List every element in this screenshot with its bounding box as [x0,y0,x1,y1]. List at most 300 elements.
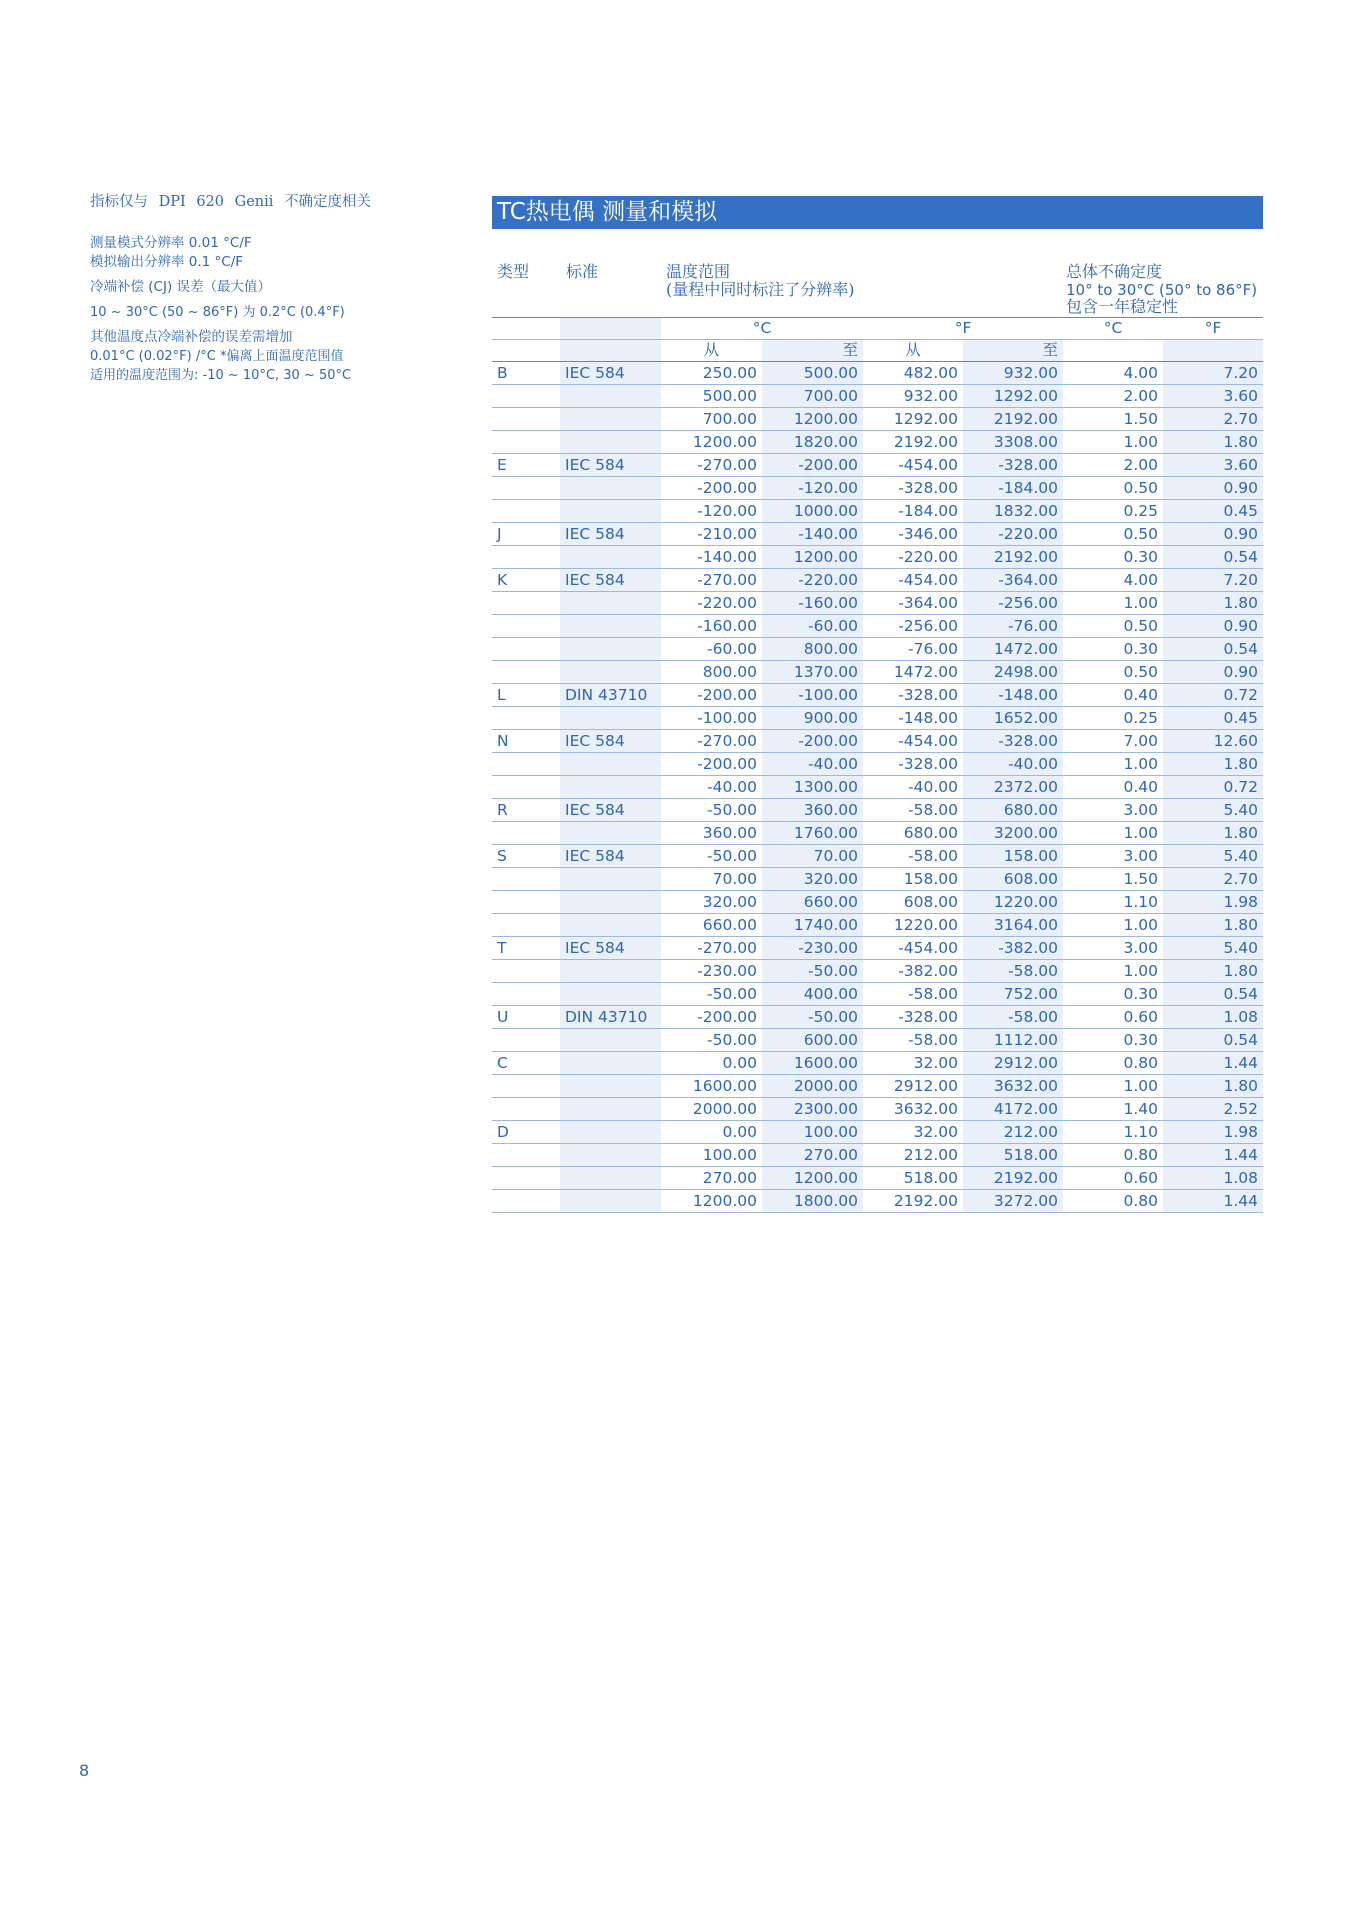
cell-c-from: -60.00 [661,638,762,661]
cell-unc-c: 7.00 [1063,730,1163,753]
cell-f-to: 608.00 [963,868,1063,891]
cell-unc-f: 7.20 [1163,362,1263,385]
cell-unc-f: 0.54 [1163,638,1263,661]
table-row [492,1144,1263,1167]
cell-standard: DIN 43710 [560,684,661,707]
unit-fahrenheit: °F [863,318,1063,340]
page-number: 8 [79,1761,90,1780]
cell-unc-c: 4.00 [1063,569,1163,592]
cell-standard [560,776,661,799]
cell-f-from: -454.00 [863,937,963,960]
table-row [492,408,1263,431]
table-row [492,822,1263,845]
cell-f-to: -256.00 [963,592,1063,615]
cell-unc-f: 1.98 [1163,891,1263,914]
cell-unc-f: 1.80 [1163,592,1263,615]
cell-type [492,914,560,937]
from-to-row [492,340,1263,362]
cell-f-to: 3308.00 [963,431,1063,454]
cell-f-to: 158.00 [963,845,1063,868]
cell-type [492,408,560,431]
cell-unc-f: 1.44 [1163,1144,1263,1167]
cell-c-to: -220.00 [762,569,863,592]
cell-c-from: 100.00 [661,1144,762,1167]
cell-unc-f: 0.72 [1163,776,1263,799]
cell-f-from: 1472.00 [863,661,963,684]
cell-unc-c: 0.80 [1063,1052,1163,1075]
cell-c-to: 70.00 [762,845,863,868]
cell-standard [560,707,661,730]
cell-unc-f: 0.54 [1163,546,1263,569]
cell-c-from: 270.00 [661,1167,762,1190]
cell-f-from: -364.00 [863,592,963,615]
cell-f-to: 2372.00 [963,776,1063,799]
cell-unc-c: 1.00 [1063,431,1163,454]
cell-type: D [492,1121,560,1144]
cell-type: U [492,1006,560,1029]
cell-c-from: 0.00 [661,1121,762,1144]
cell-f-from: 932.00 [863,385,963,408]
cell-f-to: 3164.00 [963,914,1063,937]
cell-type: R [492,799,560,822]
cell-c-from: 360.00 [661,822,762,845]
cell-unc-c: 0.50 [1063,523,1163,546]
unit-unc-fahrenheit: °F [1163,318,1263,340]
cell-standard [560,592,661,615]
cell-standard [560,891,661,914]
cell-c-to: -230.00 [762,937,863,960]
table-row [492,1167,1263,1190]
cell-unc-c: 0.40 [1063,776,1163,799]
cell-c-to: 1300.00 [762,776,863,799]
cell-unc-c: 0.25 [1063,500,1163,523]
cell-c-from: 800.00 [661,661,762,684]
cell-c-from: 0.00 [661,1052,762,1075]
table-row [492,546,1263,569]
cell-c-from: -120.00 [661,500,762,523]
cell-type [492,385,560,408]
cell-c-to: -160.00 [762,592,863,615]
cell-unc-f: 1.80 [1163,431,1263,454]
table-row [492,477,1263,500]
cell-unc-f: 0.90 [1163,615,1263,638]
cell-unc-f: 2.70 [1163,408,1263,431]
cell-unc-f: 0.72 [1163,684,1263,707]
cell-standard: IEC 584 [560,569,661,592]
cell-unc-c: 0.50 [1063,661,1163,684]
cell-c-to: 660.00 [762,891,863,914]
cell-f-to: 2498.00 [963,661,1063,684]
cell-standard [560,1098,661,1121]
cell-standard [560,408,661,431]
cell-type: K [492,569,560,592]
cell-type [492,822,560,845]
cell-f-to: -40.00 [963,753,1063,776]
cell-unc-c: 2.00 [1063,454,1163,477]
sub-to-c: 至 [762,340,863,362]
cell-f-to: 2912.00 [963,1052,1063,1075]
cell-f-to: 1832.00 [963,500,1063,523]
cell-f-from: -454.00 [863,569,963,592]
cell-unc-c: 2.00 [1063,385,1163,408]
table-row [492,960,1263,983]
cell-c-to: 320.00 [762,868,863,891]
cell-type [492,546,560,569]
cell-standard [560,1144,661,1167]
cell-f-to: 3200.00 [963,822,1063,845]
table-row [492,1121,1263,1144]
note-line: 10 ~ 30°C (50 ~ 86°F) 为 0.2°C (0.4°F) [90,305,345,320]
table-row [492,1029,1263,1052]
cell-f-from: 32.00 [863,1121,963,1144]
cell-standard [560,914,661,937]
cell-c-to: 1000.00 [762,500,863,523]
cell-unc-c: 1.00 [1063,592,1163,615]
table-row [492,1190,1263,1213]
cell-f-from: 680.00 [863,822,963,845]
cell-unc-c: 4.00 [1063,362,1163,385]
cell-f-from: -328.00 [863,753,963,776]
cell-f-from: 2192.00 [863,431,963,454]
table-row [492,914,1263,937]
cell-f-to: 3632.00 [963,1075,1063,1098]
cell-unc-c: 1.10 [1063,891,1163,914]
cell-standard [560,661,661,684]
cell-f-from: -454.00 [863,730,963,753]
cell-c-from: -210.00 [661,523,762,546]
cell-f-from: -58.00 [863,1029,963,1052]
cell-c-from: -50.00 [661,983,762,1006]
cell-c-to: 1820.00 [762,431,863,454]
cell-unc-f: 5.40 [1163,845,1263,868]
cell-c-from: -100.00 [661,707,762,730]
cell-f-to: -328.00 [963,454,1063,477]
cell-type [492,707,560,730]
cell-unc-f: 1.80 [1163,822,1263,845]
cell-unc-c: 1.00 [1063,1075,1163,1098]
cell-type: E [492,454,560,477]
cell-type [492,592,560,615]
cell-f-from: 32.00 [863,1052,963,1075]
cell-c-to: 1600.00 [762,1052,863,1075]
cell-standard [560,431,661,454]
cell-f-from: 608.00 [863,891,963,914]
cell-f-from: -58.00 [863,983,963,1006]
cell-f-to: 518.00 [963,1144,1063,1167]
cell-c-from: 1200.00 [661,431,762,454]
cell-c-from: 500.00 [661,385,762,408]
cell-type: L [492,684,560,707]
cell-unc-c: 0.30 [1063,638,1163,661]
table-row [492,730,1263,753]
cell-unc-f: 1.98 [1163,1121,1263,1144]
cell-unc-f: 2.52 [1163,1098,1263,1121]
cell-c-from: -200.00 [661,477,762,500]
cell-c-from: -40.00 [661,776,762,799]
cell-f-to: 1292.00 [963,385,1063,408]
cell-c-to: -40.00 [762,753,863,776]
cell-f-from: 158.00 [863,868,963,891]
cell-type [492,1144,560,1167]
table-header [492,229,1263,317]
cell-standard: IEC 584 [560,937,661,960]
cell-type [492,1075,560,1098]
cell-unc-c: 1.00 [1063,753,1163,776]
cell-standard [560,477,661,500]
cell-unc-c: 0.30 [1063,546,1163,569]
cell-standard: IEC 584 [560,845,661,868]
unit-unc-celsius: °C [1063,318,1163,340]
cell-c-from: -50.00 [661,1029,762,1052]
cell-c-to: -100.00 [762,684,863,707]
table-row [492,638,1263,661]
cell-unc-c: 1.50 [1063,868,1163,891]
cell-unc-c: 0.25 [1063,707,1163,730]
cell-c-from: 660.00 [661,914,762,937]
cell-f-from: 212.00 [863,1144,963,1167]
table-row [492,707,1263,730]
table-row [492,684,1263,707]
cell-standard [560,546,661,569]
cell-f-from: -148.00 [863,707,963,730]
cell-c-to: -200.00 [762,454,863,477]
cell-c-from: -220.00 [661,592,762,615]
cell-type [492,638,560,661]
cell-c-from: -270.00 [661,730,762,753]
cell-f-to: -58.00 [963,960,1063,983]
cell-type: C [492,1052,560,1075]
cell-type: B [492,362,560,385]
cell-standard [560,868,661,891]
table-row [492,1006,1263,1029]
cell-unc-f: 0.90 [1163,523,1263,546]
cell-unc-f: 1.80 [1163,914,1263,937]
cell-unc-c: 0.30 [1063,983,1163,1006]
cell-unc-f: 3.60 [1163,454,1263,477]
cell-f-from: -184.00 [863,500,963,523]
cell-type [492,661,560,684]
note-line: 冷端补偿 (CJ) 误差（最大值） [90,279,272,295]
cell-f-from: -220.00 [863,546,963,569]
table-row [492,569,1263,592]
cell-f-to: 752.00 [963,983,1063,1006]
table-row [492,431,1263,454]
cell-standard: IEC 584 [560,730,661,753]
cell-c-to: 700.00 [762,385,863,408]
cell-type [492,615,560,638]
cell-f-from: 482.00 [863,362,963,385]
cell-c-from: -160.00 [661,615,762,638]
cell-f-from: -256.00 [863,615,963,638]
cell-unc-c: 1.10 [1063,1121,1163,1144]
cell-c-from: -50.00 [661,845,762,868]
cell-unc-f: 1.44 [1163,1190,1263,1213]
cell-c-to: 360.00 [762,799,863,822]
cell-f-to: -76.00 [963,615,1063,638]
cell-unc-f: 0.90 [1163,661,1263,684]
table-row [492,592,1263,615]
cell-c-from: -200.00 [661,684,762,707]
cell-c-from: -200.00 [661,1006,762,1029]
cell-type: T [492,937,560,960]
cell-f-to: -148.00 [963,684,1063,707]
cell-type: N [492,730,560,753]
cell-f-from: -328.00 [863,1006,963,1029]
cell-c-to: 2000.00 [762,1075,863,1098]
cell-f-to: 680.00 [963,799,1063,822]
cell-c-to: -50.00 [762,960,863,983]
cell-type [492,960,560,983]
cell-unc-f: 1.80 [1163,753,1263,776]
cell-f-from: 2912.00 [863,1075,963,1098]
cell-f-from: -58.00 [863,845,963,868]
cell-f-from: -58.00 [863,799,963,822]
cell-c-to: 100.00 [762,1121,863,1144]
notes-heading: 指标仅与 DPI 620 Genii 不确定度相关 [90,194,371,210]
cell-unc-c: 1.50 [1063,408,1163,431]
cell-c-to: 270.00 [762,1144,863,1167]
cell-standard: IEC 584 [560,523,661,546]
cell-c-from: -140.00 [661,546,762,569]
cell-c-to: 1370.00 [762,661,863,684]
cell-f-to: 4172.00 [963,1098,1063,1121]
cell-type [492,1190,560,1213]
cell-f-from: -382.00 [863,960,963,983]
cell-c-to: -50.00 [762,1006,863,1029]
cell-unc-f: 0.90 [1163,477,1263,500]
cell-type [492,1167,560,1190]
cell-standard [560,1190,661,1213]
cell-f-from: -40.00 [863,776,963,799]
cell-c-to: 500.00 [762,362,863,385]
cell-type [492,753,560,776]
cell-unc-f: 1.44 [1163,1052,1263,1075]
table-row [492,454,1263,477]
cell-standard [560,1075,661,1098]
cell-c-to: 800.00 [762,638,863,661]
cell-c-to: 1760.00 [762,822,863,845]
cell-standard [560,1052,661,1075]
cell-unc-f: 12.60 [1163,730,1263,753]
sub-from-c: 从 [661,340,762,362]
cell-f-to: 1652.00 [963,707,1063,730]
cell-f-from: 1220.00 [863,914,963,937]
cell-f-to: 212.00 [963,1121,1063,1144]
note-line: 0.01°C (0.02°F) /°C *偏离上面温度范围值 [90,349,344,364]
cell-f-from: 1292.00 [863,408,963,431]
cell-f-from: 518.00 [863,1167,963,1190]
note-line: 适用的温度范围为: -10 ~ 10°C, 30 ~ 50°C [90,368,352,383]
cell-unc-f: 1.80 [1163,960,1263,983]
cell-unc-c: 0.80 [1063,1190,1163,1213]
cell-type [492,776,560,799]
cell-f-from: 2192.00 [863,1190,963,1213]
cell-c-from: 1200.00 [661,1190,762,1213]
cell-type: S [492,845,560,868]
cell-type [492,477,560,500]
cell-standard [560,822,661,845]
cell-standard [560,960,661,983]
table-row [492,891,1263,914]
cell-c-from: 2000.00 [661,1098,762,1121]
cell-c-from: -50.00 [661,799,762,822]
cell-unc-c: 3.00 [1063,799,1163,822]
header-uncertainty-range: 10° to 30°C (50° to 86°F) [1066,281,1258,299]
cell-f-to: 2192.00 [963,546,1063,569]
spec-notes [90,193,450,385]
cell-unc-f: 1.80 [1163,1075,1263,1098]
cell-unc-c: 0.60 [1063,1167,1163,1190]
cell-standard [560,385,661,408]
cell-unc-f: 7.20 [1163,569,1263,592]
cell-unc-c: 1.40 [1063,1098,1163,1121]
cell-c-to: -120.00 [762,477,863,500]
cell-unc-c: 0.30 [1063,1029,1163,1052]
cell-unc-f: 5.40 [1163,937,1263,960]
table-row [492,523,1263,546]
cell-unc-c: 0.50 [1063,477,1163,500]
cell-c-from: 70.00 [661,868,762,891]
table-row [492,937,1263,960]
cell-f-to: -364.00 [963,569,1063,592]
note-line: 其他温度点冷端补偿的误差需增加 [90,329,293,345]
cell-f-from: -328.00 [863,684,963,707]
cell-f-to: 1220.00 [963,891,1063,914]
cell-standard [560,753,661,776]
cell-f-to: 3272.00 [963,1190,1063,1213]
table-row [492,1098,1263,1121]
cell-c-from: -200.00 [661,753,762,776]
cell-f-from: -76.00 [863,638,963,661]
cell-c-to: 900.00 [762,707,863,730]
cell-unc-c: 1.00 [1063,960,1163,983]
cell-standard [560,615,661,638]
cell-standard: DIN 43710 [560,1006,661,1029]
cell-standard [560,1167,661,1190]
cell-type [492,1098,560,1121]
cell-c-from: 700.00 [661,408,762,431]
cell-unc-f: 0.45 [1163,500,1263,523]
cell-unc-c: 0.50 [1063,615,1163,638]
cell-f-to: 932.00 [963,362,1063,385]
cell-f-to: 1112.00 [963,1029,1063,1052]
table-row [492,1052,1263,1075]
cell-unc-f: 2.70 [1163,868,1263,891]
cell-f-to: 2192.00 [963,1167,1063,1190]
header-uncertainty: 总体不确定度 [1066,262,1163,281]
cell-c-to: 600.00 [762,1029,863,1052]
cell-unc-c: 3.00 [1063,937,1163,960]
cell-c-from: 320.00 [661,891,762,914]
unit-row [492,318,1263,340]
header-uncertainty-note: 包含一年稳定性 [1066,297,1179,316]
cell-f-to: 2192.00 [963,408,1063,431]
cell-standard [560,500,661,523]
cell-c-to: 400.00 [762,983,863,1006]
cell-unc-c: 1.00 [1063,822,1163,845]
cell-c-to: 1200.00 [762,546,863,569]
table-row [492,845,1263,868]
cell-type [492,983,560,1006]
cell-f-to: -382.00 [963,937,1063,960]
table-row [492,615,1263,638]
cell-unc-f: 3.60 [1163,385,1263,408]
cell-unc-c: 1.00 [1063,914,1163,937]
cell-standard: IEC 584 [560,454,661,477]
thermocouple-table-section [492,196,1263,1213]
cell-f-to: -220.00 [963,523,1063,546]
cell-standard: IEC 584 [560,362,661,385]
